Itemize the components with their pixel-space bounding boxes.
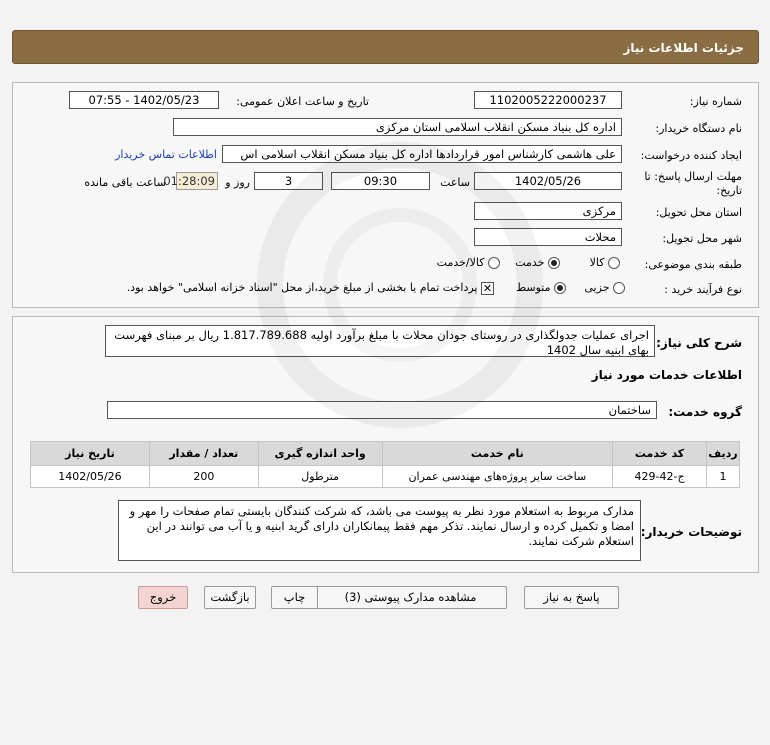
buyer-org-field[interactable]: اداره کل بنیاد مسکن انقلاب اسلامی استان مرکزی [173, 118, 622, 136]
deadline-label: مهلت ارسال پاسخ: تا [644, 170, 742, 183]
col-name-header: نام خدمت [382, 442, 613, 466]
service-group-label: گروه خدمت: [668, 405, 742, 419]
need-number-field[interactable]: 1102005222000237 [474, 91, 622, 109]
view-attachments-button[interactable]: مشاهده مدارک پیوستی (3) [314, 586, 507, 609]
need-number-label: شماره نیاز: [689, 95, 742, 108]
days-label: روز و [225, 176, 250, 189]
cell-qty: 200 [149, 466, 258, 488]
process-label: نوع فرآیند خرید : [664, 283, 742, 296]
process-radio-minor[interactable]: جزیی [584, 281, 625, 294]
page-title: جزئیات اطلاعات نیاز [623, 41, 744, 55]
col-qty-header: تعداد / مقدار [149, 442, 258, 466]
exit-button[interactable]: خروج [138, 586, 188, 609]
announce-label: تاریخ و ساعت اعلان عمومی: [236, 95, 369, 108]
deadline-time-field[interactable]: 09:30 [331, 172, 430, 190]
days-field[interactable]: 3 [254, 172, 323, 190]
service-group-field[interactable]: ساختمان [107, 401, 657, 419]
radio-icon[interactable] [608, 257, 620, 269]
cell-date: 1402/05/26 [31, 466, 150, 488]
col-row-header: ردیف [707, 442, 740, 466]
buyer-notes-box: مدارک مربوط به استعلام مورد نظر به پیوست می باشد، که شرکت کنندگان بایستی تمام صفحات را مهر و امضا و تکمیل کرده و ارسال نمایند. تذکر مهم فقط پیمانکاران دارای گرید ابنیه و یا آب می توانند در این استعلام شرکت نمایند. [118, 500, 641, 561]
category-radio-service[interactable]: خدمت [515, 256, 560, 269]
table-row [31, 466, 740, 488]
deadline-date-field[interactable]: 1402/05/26 [474, 172, 622, 190]
category-radio-goods[interactable]: کالا [590, 256, 620, 269]
col-code-header: کد خدمت [613, 442, 707, 466]
cell-name: ساخت سایر پروژه‌های مهندسی عمران [382, 466, 613, 488]
cell-code: ج-42-429 [613, 466, 707, 488]
back-button[interactable]: بازگشت [204, 586, 256, 609]
treasury-payment-checkbox[interactable] [127, 281, 494, 295]
page-header [12, 30, 759, 64]
radio-icon[interactable] [613, 282, 625, 294]
radio-selected-icon[interactable] [548, 257, 560, 269]
remaining-time-field: 01:28:09 [176, 172, 218, 190]
province-label: استان محل تحویل: [655, 206, 742, 219]
cell-unit: مترطول [258, 466, 382, 488]
province-field[interactable]: مرکزی [474, 202, 622, 220]
need-info-panel [12, 82, 759, 308]
description-label: شرح کلی نیاز: [656, 336, 742, 350]
city-field[interactable]: محلات [474, 228, 622, 246]
buyer-org-label: نام دستگاه خریدار: [655, 122, 742, 135]
deadline-time-label: ساعت [440, 176, 470, 189]
category-radio-goods-service[interactable]: کالا/خدمت [437, 256, 500, 269]
print-button[interactable]: چاپ [271, 586, 318, 609]
col-date-header: تاریخ نیاز [31, 442, 150, 466]
table-header-row [31, 442, 740, 466]
buyer-notes-label: توضیحات خریدار: [640, 525, 742, 539]
payment-note: پرداخت تمام یا بخشی از مبلغ خرید،از محل "اسناد خزانه اسلامی" خواهد بود. [126, 281, 478, 294]
description-box: اجرای عملیات جدولگذاری در روستای جودان محلات با مبلغ برآورد اولیه 1.817.789.688 ریال بر مبنای فهرست بهای ابنیه سال 1402 [105, 325, 655, 357]
category-label: طبقه بندی موضوعی: [644, 258, 742, 271]
city-label: شهر محل تحویل: [662, 232, 742, 245]
radio-selected-icon[interactable] [554, 282, 566, 294]
col-unit-header: واحد اندازه گیری [258, 442, 382, 466]
reply-button[interactable]: پاسخ به نیاز [524, 586, 619, 609]
creator-field[interactable]: علی هاشمی کارشناس امور قراردادها اداره کل بنیاد مسکن انقلاب اسلامی اس [222, 145, 622, 163]
contact-buyer-link[interactable]: اطلاعات تماس خریدار [115, 148, 217, 161]
creator-label: ایجاد کننده درخواست: [640, 149, 742, 162]
process-radio-medium[interactable]: متوسط [516, 281, 566, 294]
services-section-title: اطلاعات خدمات مورد نیاز [591, 368, 742, 382]
remaining-label: ساعت باقی مانده [84, 176, 166, 189]
announce-datetime-field[interactable]: 1402/05/23 - 07:55 [69, 91, 219, 109]
checkbox-crossed-icon[interactable]: ✕ [482, 281, 493, 295]
services-table [30, 441, 740, 488]
radio-icon[interactable] [488, 257, 500, 269]
cell-row: 1 [707, 466, 740, 488]
deadline-label-date: تاریخ: [716, 184, 742, 197]
